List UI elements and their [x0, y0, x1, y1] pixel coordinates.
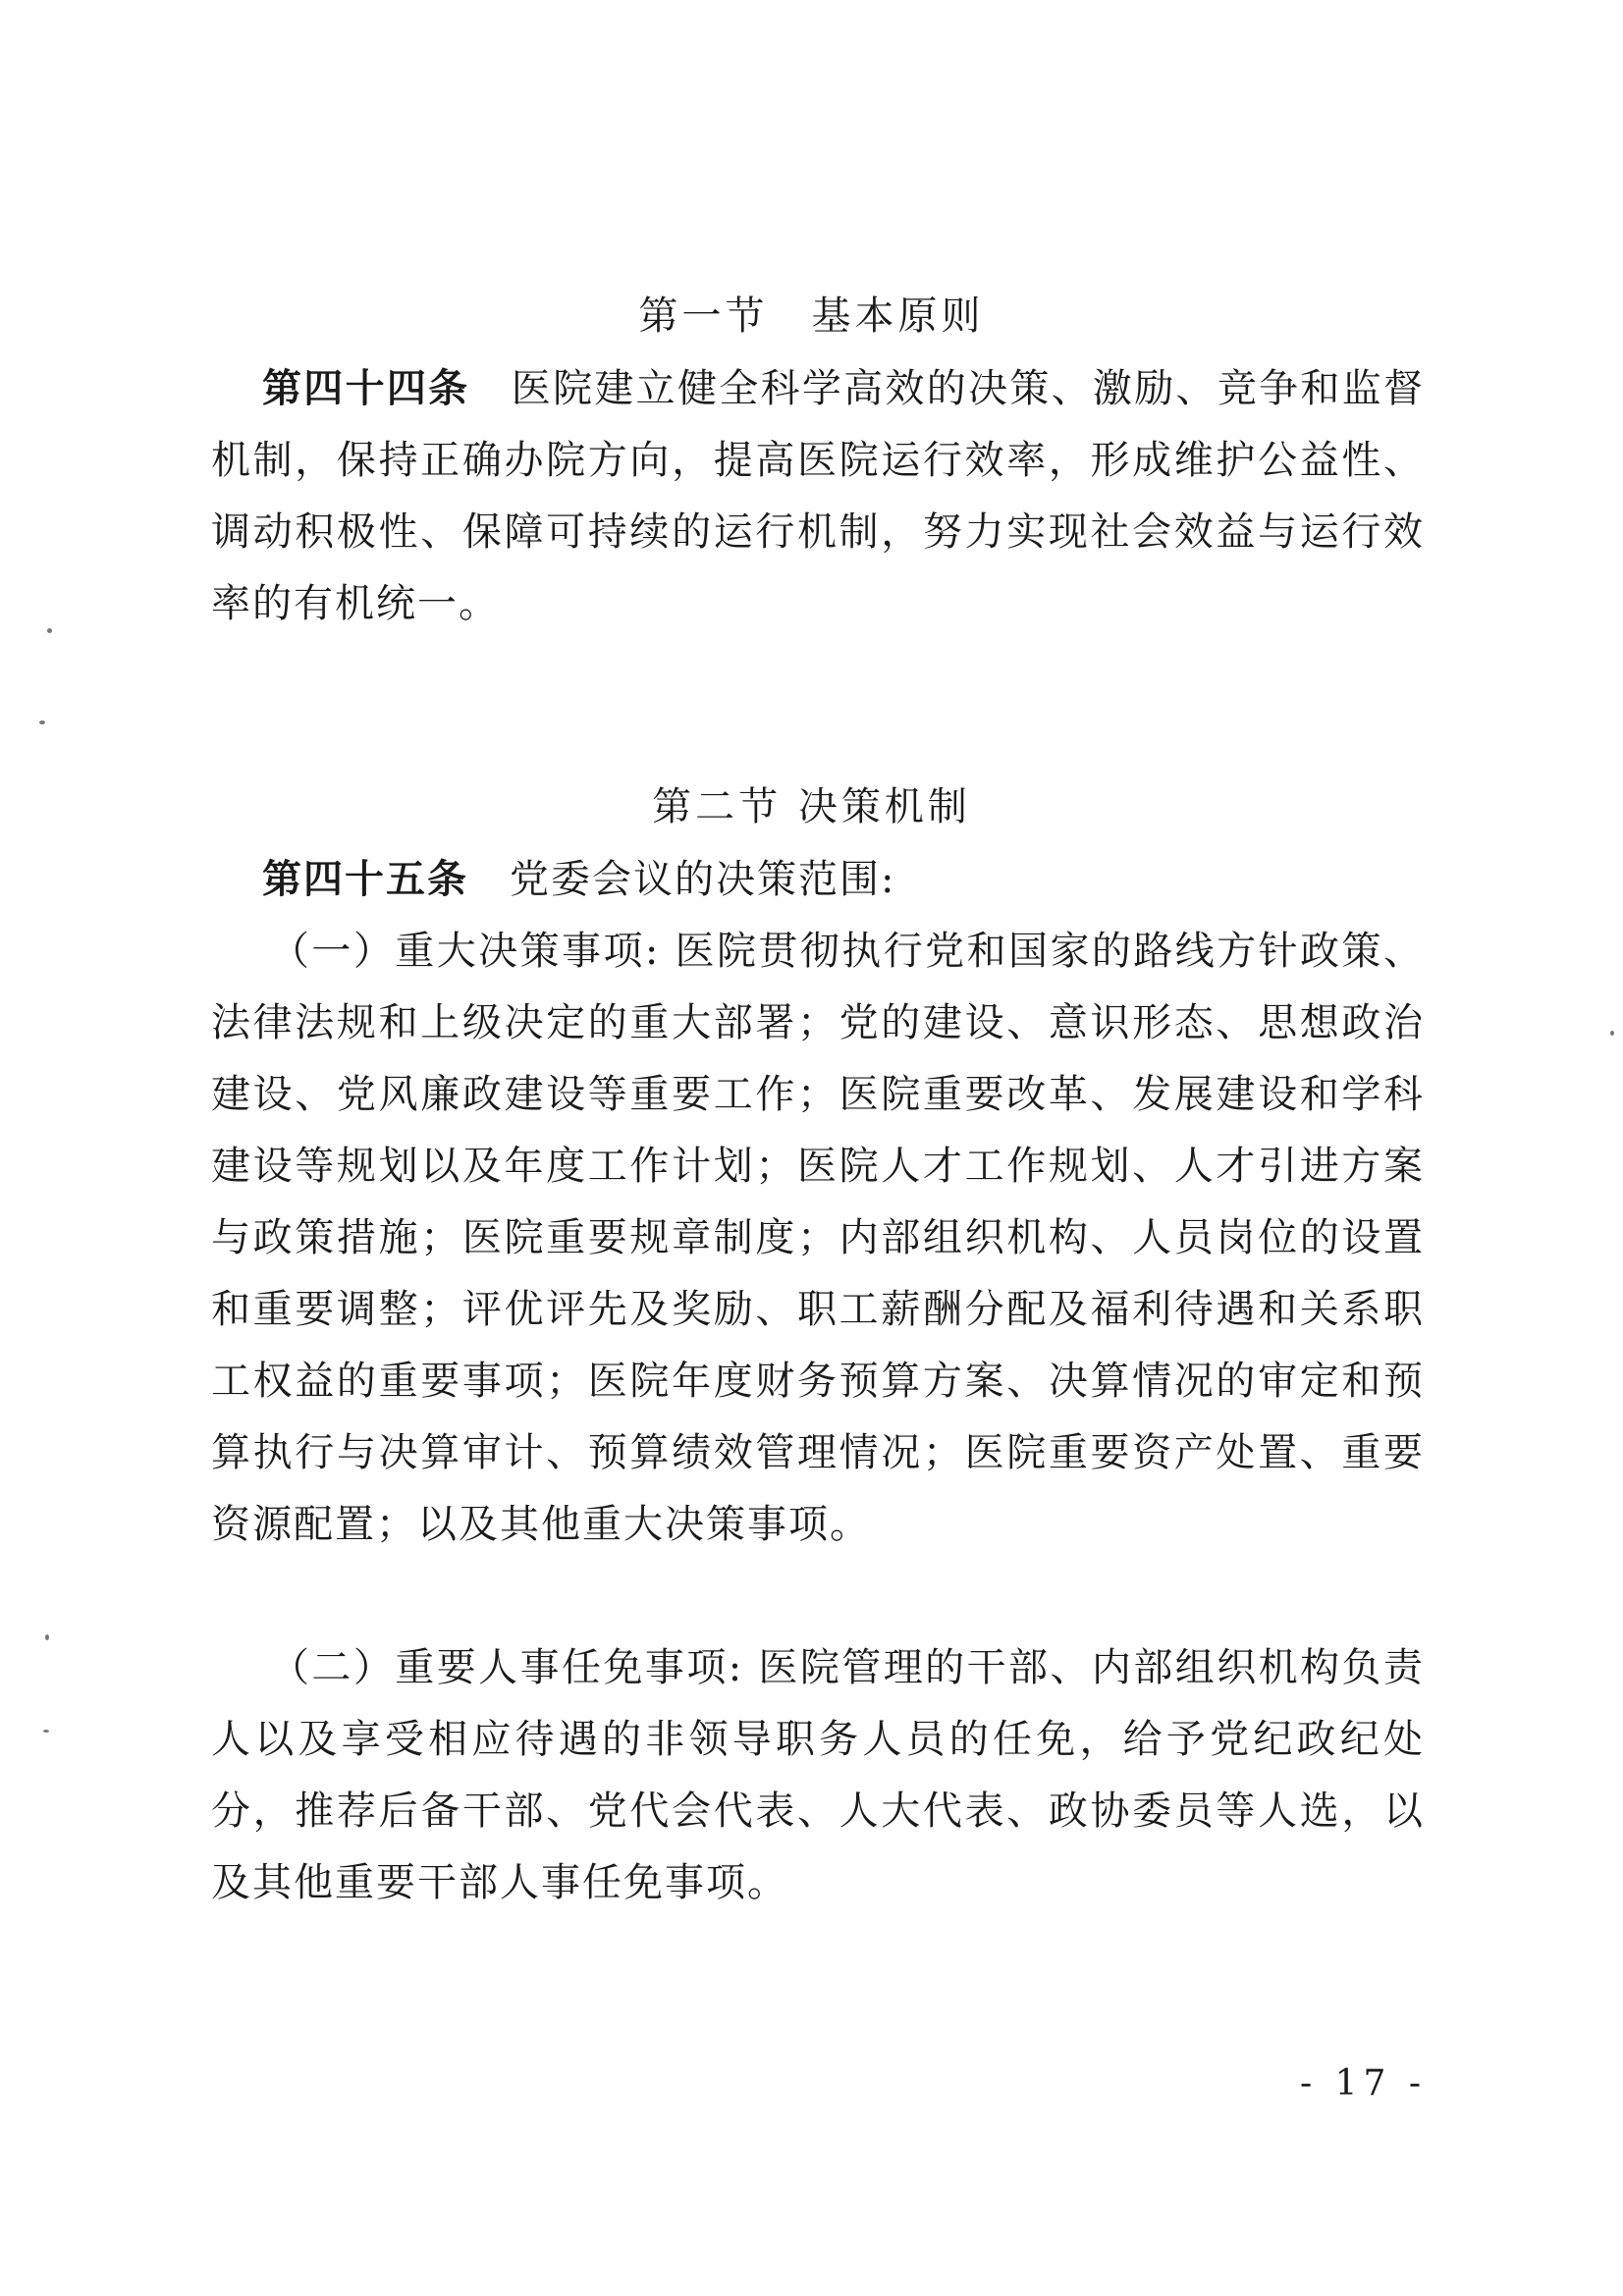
scan-speck: [47, 628, 52, 633]
article-spacer: [469, 366, 511, 411]
scan-speck: [45, 1634, 49, 1640]
article-44-number: 第四十四条: [262, 366, 470, 411]
item-major-decisions: （一）重大决策事项: 医院贯彻执行党和国家的路线方针政策、法律法规和上级决定的重大部署；党的建设、意识形态、思想政治建设、党风廉政建设等重要工作；医院重要改革、发展建设和学科建设等规划以及年度工作计划；医院人才工作规划、人才引进方案与政策措施；医院重要规章制度；内部组织机构、人员岗位的设置和重要调整；评优评先及奖励、职工薪酬分配及福利待遇和关系职工权益的重要事项；医院年度财务预算方案、决算情况的审定和预算执行与决算审计、预算绩效管理情况；医院重要资产处置、重要资源配置；以及其他重大决策事项。: [211, 929, 1425, 1547]
section-title-basic-principles: 第一节 基本原则: [638, 294, 985, 339]
article-44-text: 医院建立健全科学高效的决策、激励、竞争和监督机制，保持正确办院方向，提高医院运行效率，形成维护公益性、 调动积极性、保障可持续的运行机制，努力实现社会效益与运行效率的有机统一。: [211, 366, 1426, 626]
item-personnel-appointments: （二）重要人事任免事项: 医院管理的干部、内部组织机构负责人以及享受相应待遇的非领导职务人员的任免，给予党纪政纪处分，推荐后备干部、党代会代表、人大代表、政协委员等人选，以及其他重要干部人事任免事项。: [211, 1645, 1425, 1905]
article-45: [211, 844, 1425, 916]
scan-speck: [1610, 1031, 1614, 1036]
article-45-number: 第四十五条: [262, 857, 468, 902]
article-spacer: [468, 857, 510, 902]
article-44: [211, 353, 1425, 640]
section-title-decision-mechanism: 第二节 决策机制: [652, 784, 971, 829]
page-number: - 17 -: [1299, 2063, 1427, 2104]
scan-speck: [39, 721, 45, 724]
article-45-text: 党委会议的决策范围:: [510, 857, 896, 902]
scan-speck: [43, 1730, 49, 1733]
